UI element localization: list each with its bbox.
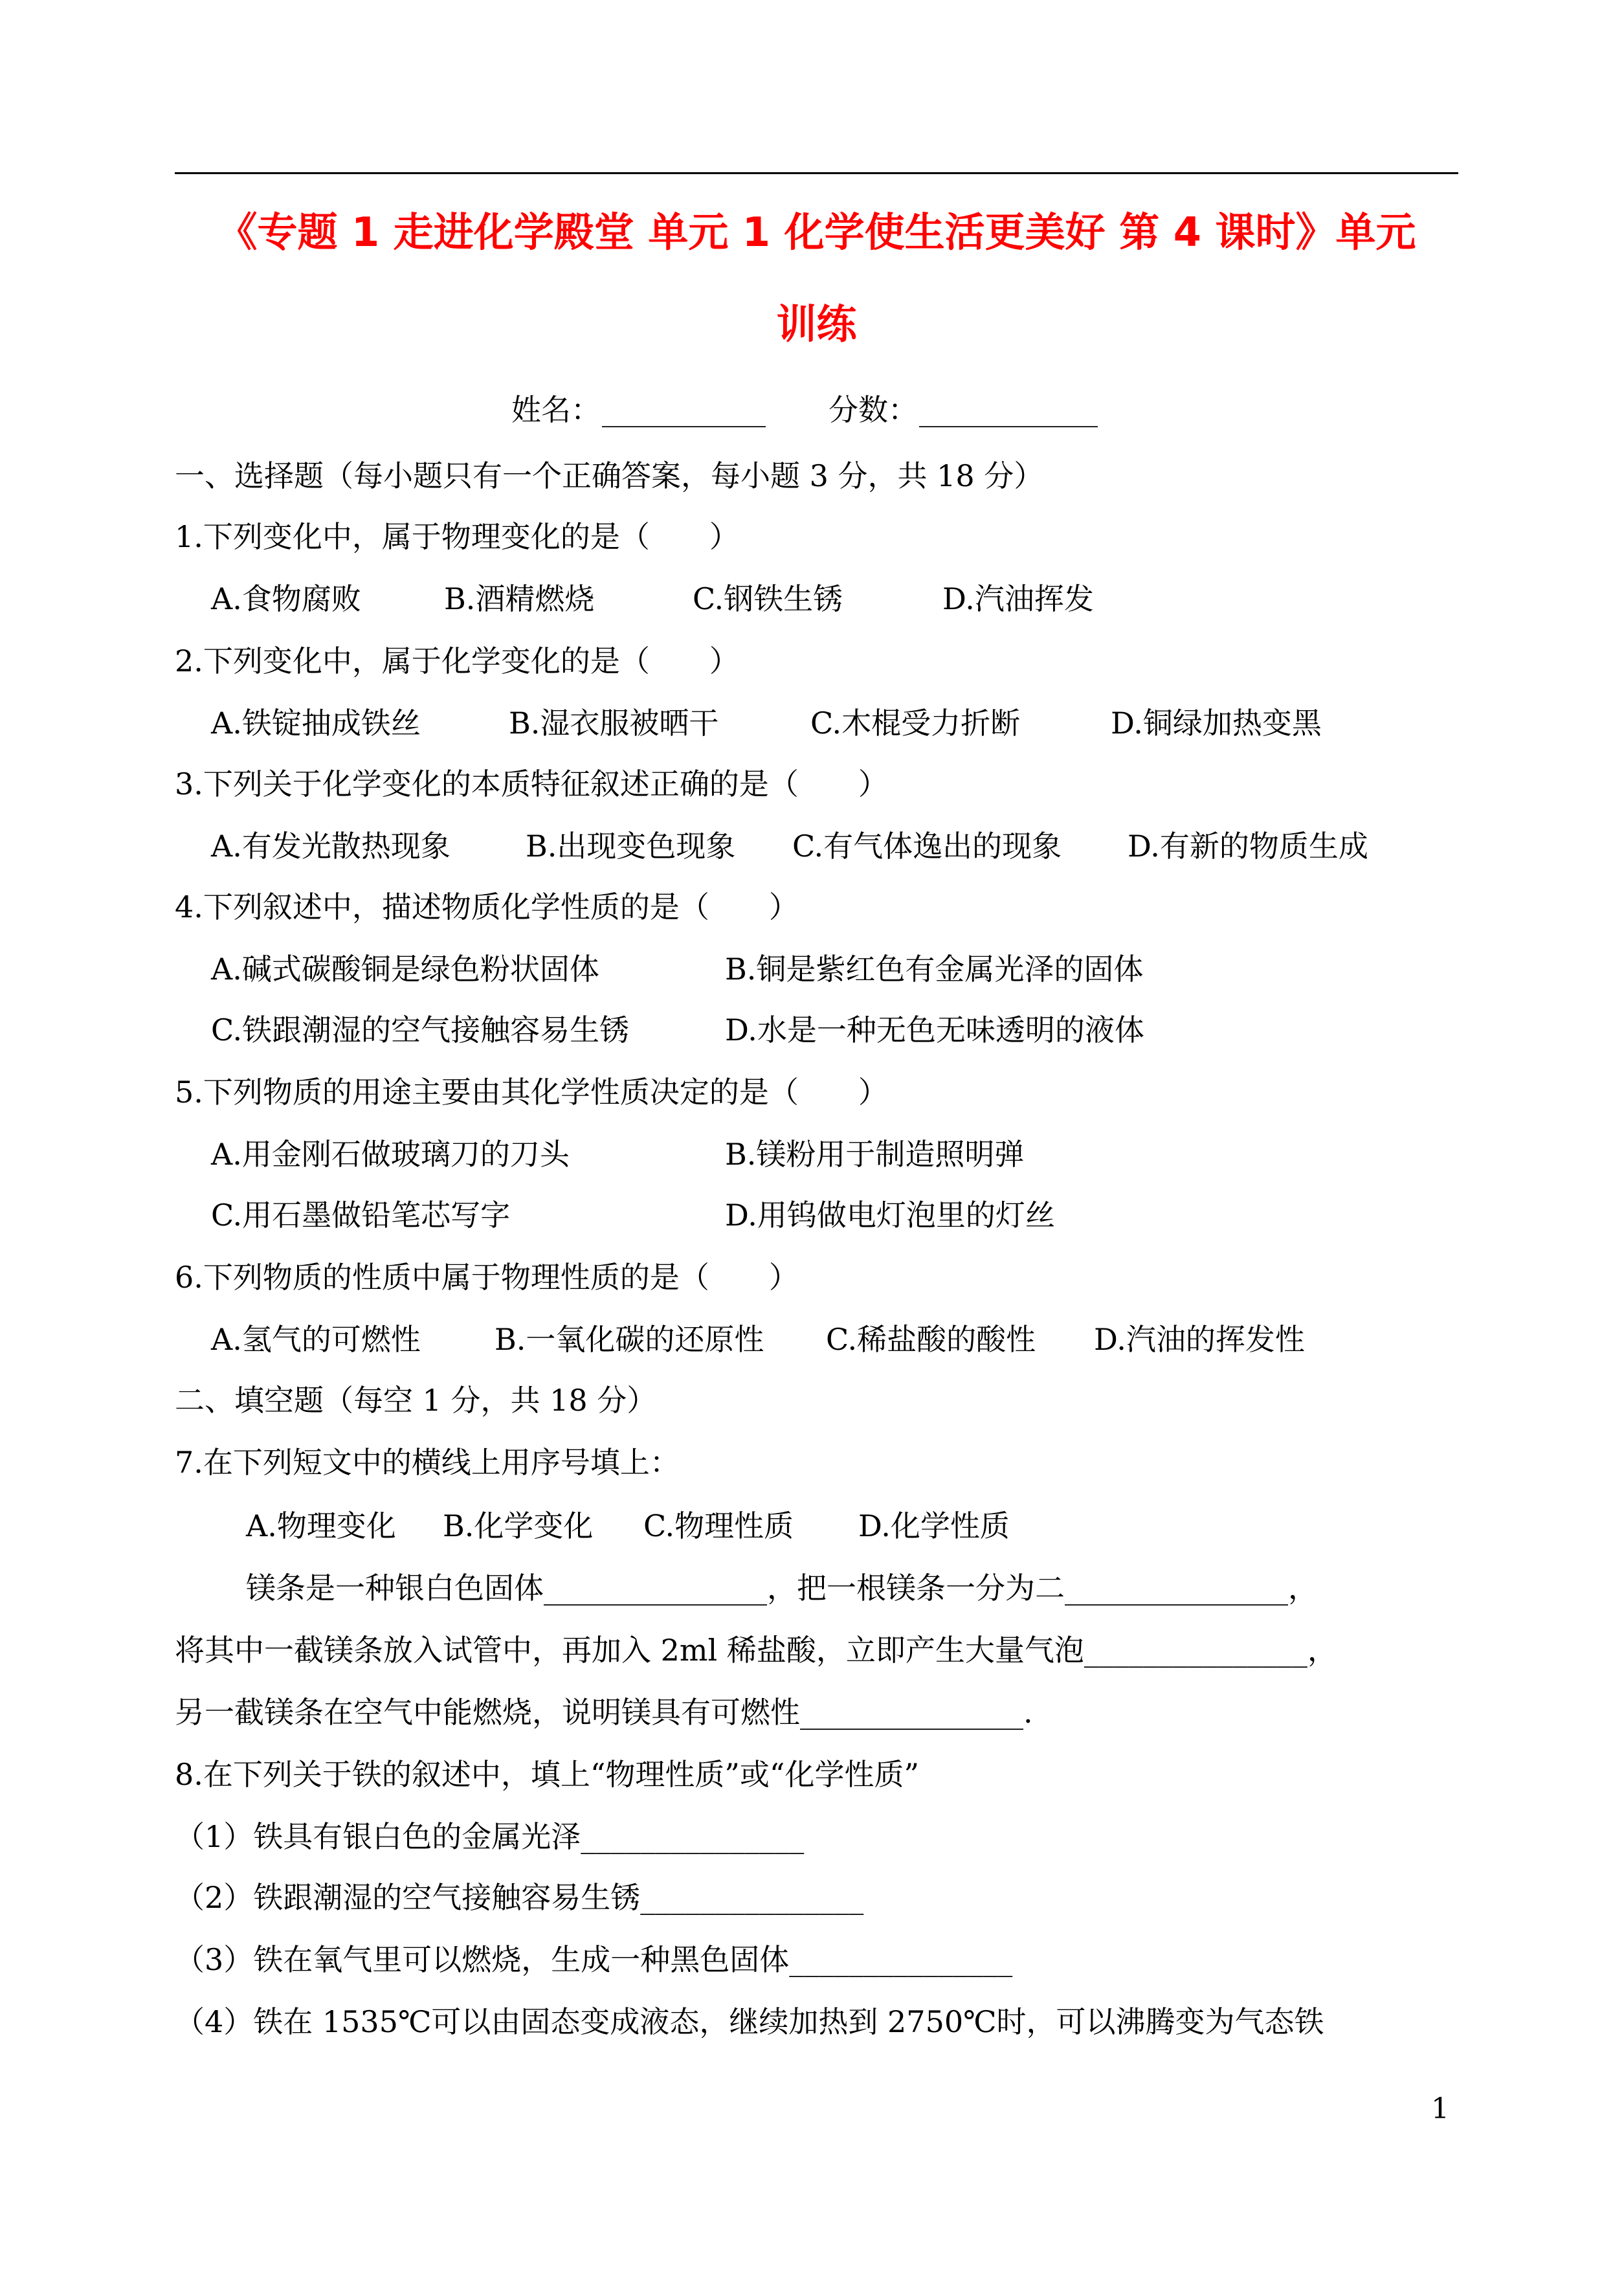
header-rule — [175, 172, 1458, 174]
doc-title-line2: 训练 — [776, 300, 857, 348]
q3-option-a: A.有发光散热现象 — [211, 829, 450, 864]
q2-option-d: D.铜绿加热变黑 — [1111, 706, 1322, 741]
q6-option-d: D.汽油的挥发性 — [1094, 1322, 1305, 1357]
q5-option-c: C.用石墨做铅笔芯写字 — [211, 1198, 511, 1233]
q3-option-d: D.有新的物质生成 — [1128, 829, 1368, 864]
q5-option-b: B.镁粉用于制造照明弹 — [725, 1137, 1025, 1172]
q2-option-c: C.木棍受力折断 — [810, 706, 1021, 741]
q2-option-a: A.铁锭抽成铁丝 — [211, 706, 421, 741]
q6-stem: 6.下列物质的性质中属于物理性质的是（ ） — [175, 1260, 799, 1295]
q7-stem: 7.在下列短文中的横线上用序号填上： — [175, 1445, 680, 1480]
page-number: 1 — [1431, 2092, 1449, 2125]
q7-paragraph-line2: 将其中一截镁条放入试管中，再加入 2ml 稀盐酸，立即产生大量气泡_______________， — [175, 1633, 1337, 1668]
q4-option-d: D.水是一种无色无味透明的液体 — [725, 1012, 1144, 1047]
doc-title-line1: 《专题 1 走进化学殿堂 单元 1 化学使生活更美好 第 4 课时》单元 — [217, 208, 1416, 256]
name-blank: ___________ — [602, 392, 766, 427]
q8-item-3: （3）铁在氧气里可以燃烧，生成一种黑色固体_______________ — [175, 1942, 1013, 1977]
q3-stem: 3.下列关于化学变化的本质特征叙述正确的是（ ） — [175, 766, 888, 801]
name-label: 姓名： — [511, 392, 601, 427]
q4-option-b: B.铜是紫红色有金属光泽的固体 — [725, 952, 1144, 987]
q6-option-b: B.一氧化碳的还原性 — [495, 1322, 764, 1357]
q7-option-b: B.化学变化 — [443, 1508, 594, 1543]
q2-option-b: B.湿衣服被晒干 — [509, 706, 719, 741]
q5-option-a: A.用金刚石做玻璃刀的刀头 — [211, 1137, 570, 1172]
q1-option-a: A.食物腐败 — [211, 581, 361, 616]
q7-paragraph-line3: 另一截镁条在空气中能燃烧，说明镁具有可燃性_______________. — [175, 1695, 1033, 1730]
q3-option-c: C.有气体逸出的现象 — [792, 829, 1062, 864]
q1-option-c: C.钢铁生锈 — [693, 581, 843, 616]
q8-item-1: （1）铁具有银白色的金属光泽_______________ — [175, 1819, 805, 1854]
q4-option-c: C.铁跟潮湿的空气接触容易生锈 — [211, 1012, 630, 1047]
q8-stem: 8.在下列关于铁的叙述中，填上“物理性质”或“化学性质” — [175, 1757, 919, 1792]
q1-stem: 1.下列变化中，属于物理变化的是（ ） — [175, 519, 739, 554]
score-label: 分数： — [829, 392, 918, 427]
q1-option-d: D.汽油挥发 — [942, 581, 1094, 616]
q7-paragraph-line1: 镁条是一种银白色固体_______________，把一根镁条一分为二_______________， — [246, 1571, 1318, 1605]
q4-option-a: A.碱式碳酸铜是绿色粉状固体 — [211, 952, 599, 987]
score-blank: ____________ — [919, 392, 1098, 427]
q6-option-a: A.氢气的可燃性 — [211, 1322, 421, 1357]
q4-stem: 4.下列叙述中，描述物质化学性质的是（ ） — [175, 889, 799, 924]
q8-item-4: （4）铁在 1535℃可以由固态变成液态，继续加热到 2750℃时，可以沸腾变为气态铁 — [175, 2004, 1324, 2039]
q7-option-c: C.物理性质 — [643, 1508, 794, 1543]
q2-stem: 2.下列变化中，属于化学变化的是（ ） — [175, 643, 739, 678]
q1-option-b: B.酒精燃烧 — [444, 581, 595, 616]
q8-item-2: （2）铁跟潮湿的空气接触容易生锈_______________ — [175, 1880, 864, 1915]
q6-option-c: C.稀盐酸的酸性 — [826, 1322, 1036, 1357]
q3-option-b: B.出现变色现象 — [526, 829, 736, 864]
section2-heading: 二、填空题（每空 1 分，共 18 分） — [175, 1383, 657, 1418]
q5-stem: 5.下列物质的用途主要由其化学性质决定的是（ ） — [175, 1075, 888, 1110]
q7-option-d: D.化学性质 — [858, 1508, 1010, 1543]
section1-heading: 一、选择题（每小题只有一个正确答案，每小题 3 分，共 18 分） — [175, 458, 1044, 493]
q5-option-d: D.用钨做电灯泡里的灯丝 — [725, 1198, 1055, 1233]
q7-option-a: A.物理变化 — [246, 1508, 396, 1543]
